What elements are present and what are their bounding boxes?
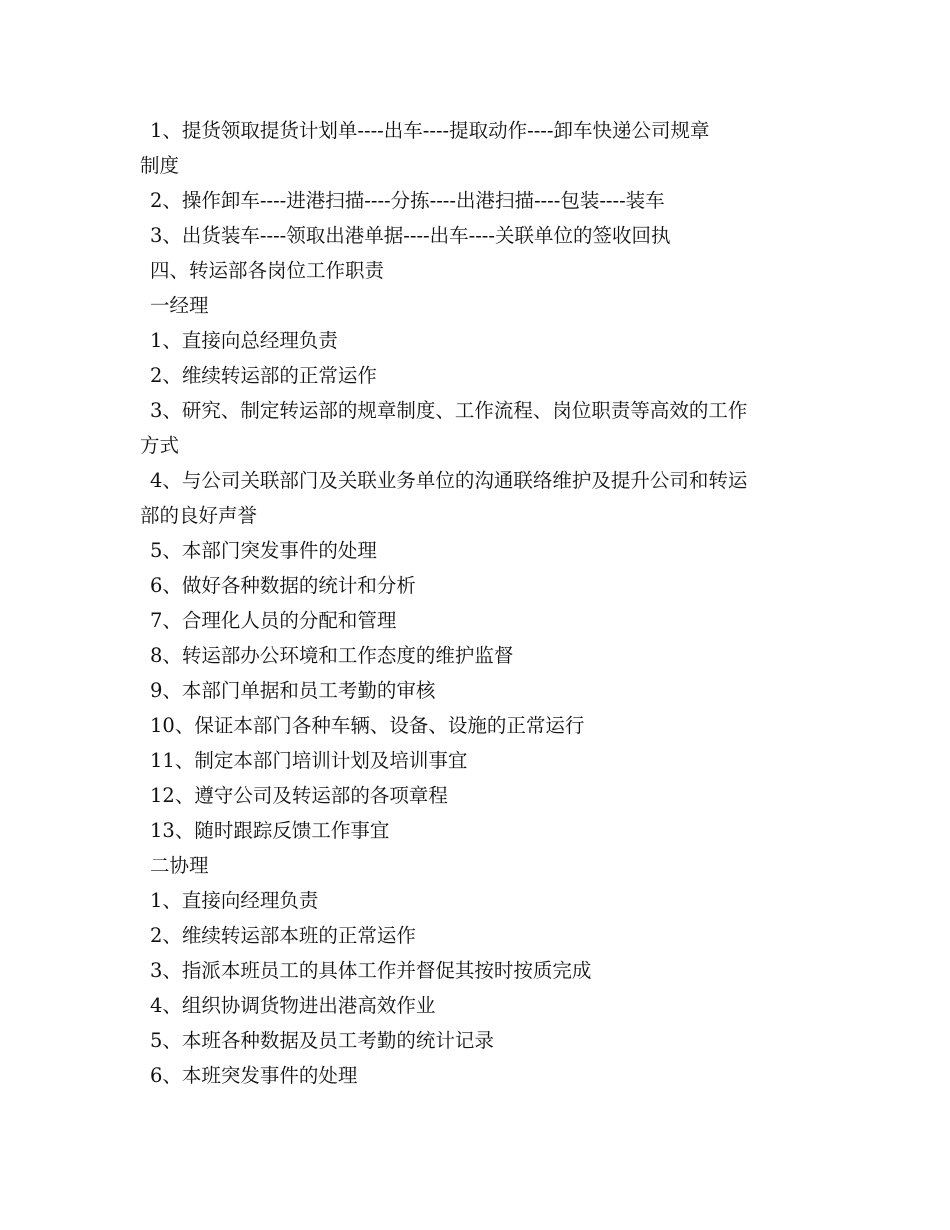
text-line: 1、直接向经理负责: [150, 889, 319, 912]
text-line: 11、制定本部门培训计划及培训事宜: [150, 749, 468, 772]
section-heading: 四、转运部各岗位工作职责: [150, 259, 385, 282]
text-line: 4、与公司关联部门及关联业务单位的沟通联络维护及提升公司和转运: [150, 469, 748, 492]
text-line: 8、转运部办公环境和工作态度的维护监督: [150, 644, 514, 667]
text-line: 4、组织协调货物进出港高效作业: [150, 994, 436, 1017]
text-line: 6、做好各种数据的统计和分析: [150, 574, 416, 597]
text-line: 6、本班突发事件的处理: [150, 1064, 358, 1087]
text-line: 3、指派本班员工的具体工作并督促其按时按质完成: [150, 959, 592, 982]
text-line: 3、研究、制定转运部的规章制度、工作流程、岗位职责等高效的工作: [150, 399, 748, 422]
text-line: 方式: [140, 434, 180, 457]
text-line: 2、维续转运部本班的正常运作: [150, 924, 416, 947]
subsection-heading: 二协理: [150, 854, 209, 877]
text-line: 13、随时跟踪反馈工作事宜: [150, 819, 390, 842]
text-line: 12、遵守公司及转运部的各项章程: [150, 784, 448, 807]
text-line: 1、提货领取提货计划单----出车----提取动作----卸车快递公司规章: [150, 119, 710, 142]
text-line: 3、出货装车----领取出港单据----出车----关联单位的签收回执: [150, 224, 671, 247]
text-line: 部的良好声誉: [140, 504, 258, 527]
text-line: 2、操作卸车----进港扫描----分拣----出港扫描----包装----装车: [150, 189, 665, 212]
text-line: 5、本班各种数据及员工考勤的统计记录: [150, 1029, 494, 1052]
text-line: 7、合理化人员的分配和管理: [150, 609, 397, 632]
document-body: [140, 113, 820, 1093]
text-line: 9、本部门单据和员工考勤的审核: [150, 679, 436, 702]
text-line: 2、维续转运部的正常运作: [150, 364, 377, 387]
text-line: 5、本部门突发事件的处理: [150, 539, 377, 562]
text-line: 10、保证本部门各种车辆、设备、设施的正常运行: [150, 714, 585, 737]
subsection-heading: 一经理: [150, 294, 209, 317]
text-line: 1、直接向总经理负责: [150, 329, 338, 352]
text-line: 制度: [140, 154, 180, 177]
